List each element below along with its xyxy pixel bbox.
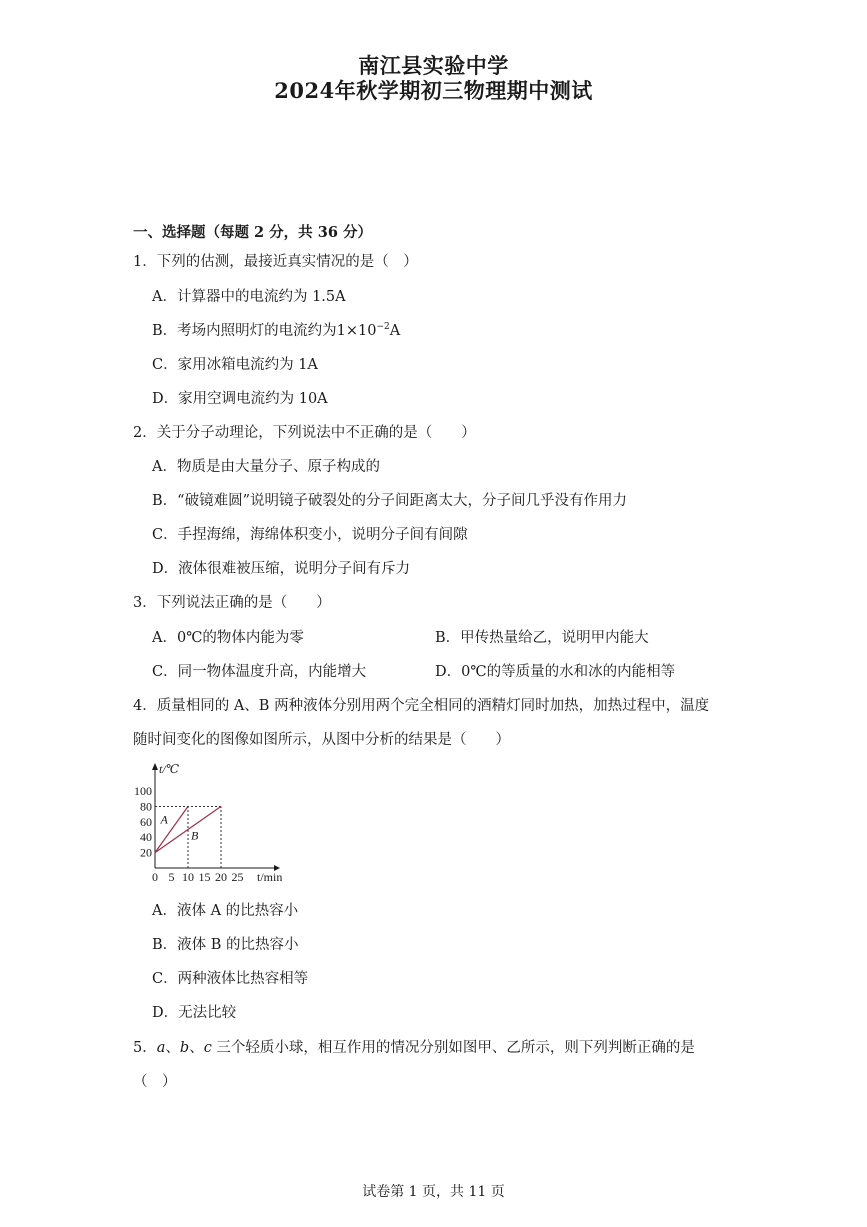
x-tick-label: 5 bbox=[168, 870, 175, 884]
y-tick-label: 40 bbox=[140, 830, 152, 845]
question-4-stem-line-2: 随时间变化的图像如图所示，从图中分析的结果是（ ） bbox=[133, 732, 510, 748]
school-name: 南江县实验中学 bbox=[358, 53, 509, 78]
question-4-option-d: D．无法比较 bbox=[152, 1005, 237, 1021]
question-4-stem-line-1: 4．质量相同的 A、B 两种液体分别用两个完全相同的酒精灯同时加热，加热过程中，温度 bbox=[133, 698, 710, 714]
series-label-a: A bbox=[160, 812, 168, 827]
y-tick-label: 60 bbox=[140, 814, 152, 829]
y-axis-arrow bbox=[152, 763, 158, 770]
question-4-option-c: C．两种液体比热容相等 bbox=[152, 971, 309, 987]
temperature-time-chart bbox=[128, 756, 298, 888]
y-tick-label: 20 bbox=[140, 845, 152, 860]
y-tick-label: 100 bbox=[134, 784, 152, 798]
question-3-stem: 3．下列说法正确的是（ ） bbox=[133, 595, 331, 611]
y-tick-label: 80 bbox=[140, 799, 152, 814]
question-4-option-a: A．液体 A 的比热容小 bbox=[152, 903, 299, 919]
y-axis-label: t/℃ bbox=[159, 762, 180, 776]
exam-title: 2024年秋学期初三物理期中测试 bbox=[274, 78, 593, 103]
question-3-option-b: B．甲传热量给乙，说明甲内能大 bbox=[435, 630, 649, 646]
question-5-stem: 5．a、b、c 三个轻质小球，相互作用的情况分别如图甲、乙所示，则下列判断正确的是 bbox=[133, 1040, 695, 1056]
x-tick-label: 25 bbox=[231, 870, 244, 884]
question-1-option-a: A．计算器中的电流约为 1.5A bbox=[152, 289, 346, 305]
question-2-option-a: A．物质是由大量分子、原子构成的 bbox=[152, 459, 380, 475]
question-3-option-d: D．0℃的等质量的水和冰的内能相等 bbox=[435, 664, 676, 680]
question-1-option-d: D．家用空调电流约为 10A bbox=[152, 391, 328, 407]
x-axis-label: t/min bbox=[257, 870, 283, 884]
question-2-option-c: C．手捏海绵，海绵体积变小，说明分子间有间隙 bbox=[152, 527, 468, 543]
series-label-b: B bbox=[191, 828, 199, 843]
question-3-option-a: A．0℃的物体内能为零 bbox=[152, 630, 304, 646]
question-1-option-b: B．考场内照明灯的电流约为$1\times 10^{-2}A$ bbox=[152, 322, 401, 339]
question-1-option-c: C．家用冰箱电流约为 1A bbox=[152, 357, 318, 373]
question-2-option-d: D．液体很难被压缩，说明分子间有斥力 bbox=[152, 561, 411, 577]
question-4-option-b: B．液体 B 的比热容小 bbox=[152, 937, 299, 953]
question-3-option-c: C．同一物体温度升高，内能增大 bbox=[152, 664, 367, 680]
x-tick-label: 10 bbox=[182, 870, 194, 884]
question-5-stem-line-2: （ ） bbox=[133, 1074, 177, 1090]
section-heading: 一、选择题（每题 2 分，共 36 分） bbox=[133, 224, 372, 241]
page-footer: 试卷第 1 页，共 11 页 bbox=[362, 1184, 505, 1200]
question-2-stem: 2．关于分子动理论，下列说法中不正确的是（ ） bbox=[133, 425, 476, 441]
x-tick-label: 20 bbox=[215, 870, 227, 884]
x-tick-label: 0 bbox=[152, 870, 158, 884]
x-tick-label: 15 bbox=[198, 870, 211, 884]
question-2-option-b: B．“破镜难圆”说明镜子破裂处的分子间距离太大，分子间几乎没有作用力 bbox=[152, 493, 627, 509]
question-1-stem: 1．下列的估测，最接近真实情况的是（ ） bbox=[133, 254, 418, 270]
